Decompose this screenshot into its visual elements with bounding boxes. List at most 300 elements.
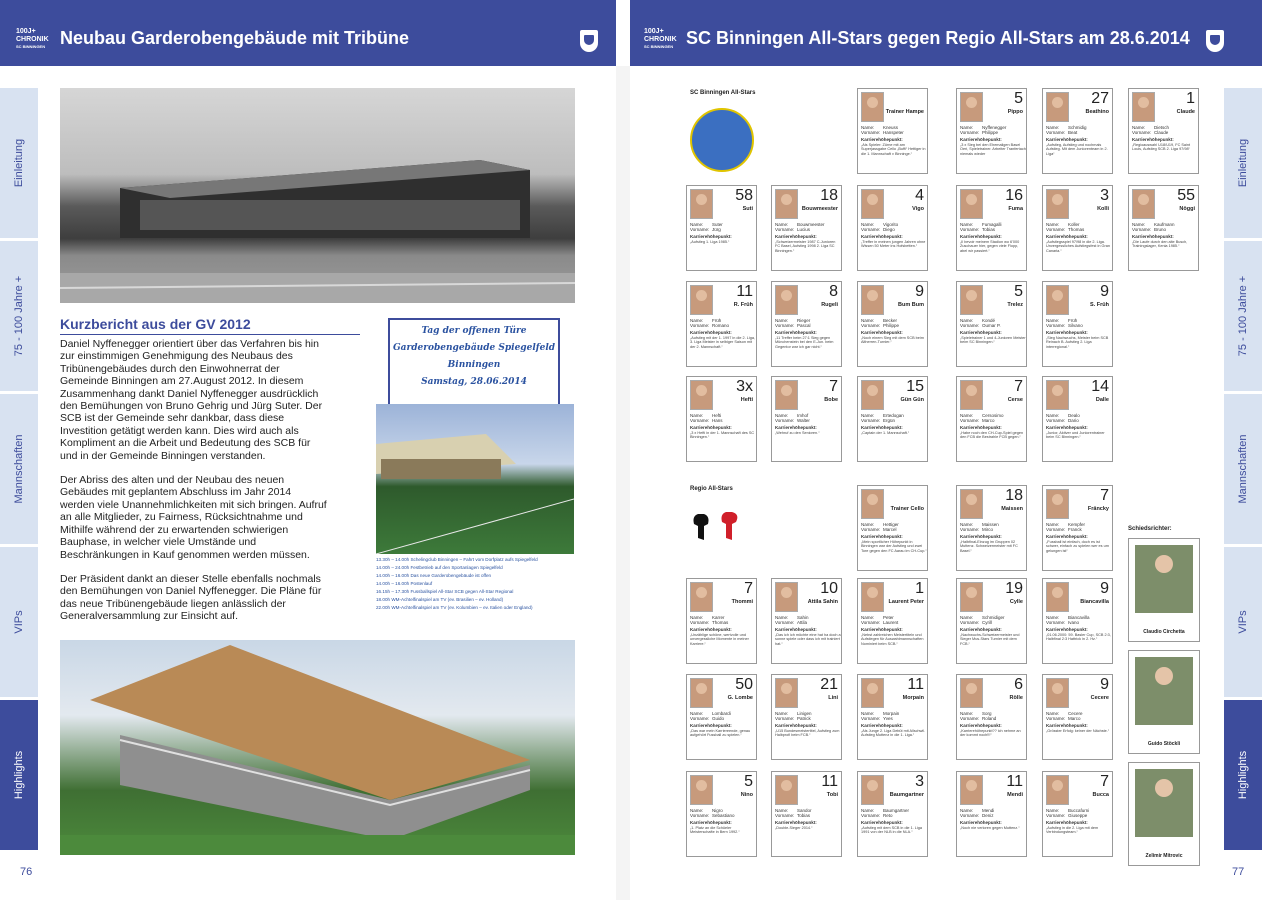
career-highlight: „Als Spieler: Zürne mit am Superjassgabe Cello „Buffi“ Hettiger in die 1. Mannschaft v Binninge.“ [861,142,926,157]
career-highlight: „Aufstiegsspiel 97/98 in die 2. Liga. Unvergessliches Aufstiegsfest in Gran Canaria.“ [1046,239,1110,254]
player-firstname: Cyrill [982,620,992,626]
player-number: 5 [1014,283,1023,300]
player-card [956,281,1027,367]
player-firstname: Bruno [1154,227,1167,233]
career-highlight: „Schweizermeister 1987 C-Junioren FC Basel, Aufstieg 1998 2. Liga SC Binningen.“ [775,239,836,254]
schedule-row: 14.00h – 16.00h Das neue Garderobengebäude ist offen [376,573,492,578]
player-photo [775,582,798,612]
referee-name: Claudio Circhetta [1143,629,1185,635]
firstname-label: Vorname: [1046,620,1066,626]
career-label: Karrierehöhepunkt: [775,819,817,825]
player-firstname-row [1046,323,1112,328]
player-surname: Früh [712,318,722,323]
player-photo [775,775,798,805]
player-details [1046,318,1112,350]
player-card [1128,185,1199,271]
career-highlight: „Aufstieg in die 2. Liga mit dem Verbindungsteam.“ [1046,825,1099,835]
player-firstname-row [775,620,841,625]
old-grandstand-photo [60,88,575,303]
player-number: 3x [736,378,753,395]
firstname-label: Vorname: [960,130,980,136]
player-photo [690,285,713,315]
name-label: Name: [861,808,875,813]
player-number: 9 [1100,676,1109,693]
name-label: Name: [1046,413,1060,418]
player-number: 15 [906,378,924,395]
name-label: Name: [690,222,704,227]
player-number: 5 [744,773,753,790]
name-label: Name: [1132,125,1146,130]
name-label: Name: [1046,711,1060,716]
player-details [861,808,927,835]
player-details [1046,413,1112,440]
career-label: Karrierehöhepunkt: [690,722,732,728]
name-label: Name: [861,318,875,323]
player-firstname: Laurent [883,620,899,626]
firstname-label: Vorname: [960,813,980,819]
name-label: Name: [861,522,875,527]
player-firstname-row [775,227,841,232]
player-details [775,413,841,435]
scb-crest-icon [690,108,754,172]
player-photo [861,92,884,122]
player-card [771,281,842,367]
firstname-label: Vorname: [690,813,710,819]
player-card [771,674,842,760]
career-label: Karrierehöhepunkt: [690,329,732,335]
player-firstname-row [960,418,1026,423]
career-label: Karrierehöhepunkt: [960,626,1002,632]
name-label: Name: [861,615,875,620]
player-number: 7 [744,580,753,597]
player-details [861,522,927,554]
player-details [775,318,841,350]
career-highlight: „Noch einem Sieg mit dem SCB beim Altherren-Turnier.“ [861,335,924,345]
player-details [775,808,841,830]
player-firstname-row [960,620,1026,625]
player-photo [775,285,798,315]
player-photo [861,678,884,708]
name-label: Name: [861,222,875,227]
career-highlight: „Fussball ist einfach, doch es ist schwer, einfach zu spielen wer es um gelungen ist“ [1046,539,1109,554]
poster-line: Samstag, 28.06.2014 [421,377,527,387]
career-label: Karrierehöhepunkt: [1046,233,1088,239]
player-photo [1046,380,1069,410]
name-label: Name: [775,808,789,813]
player-surname: Baumgartner [883,808,910,813]
player-card [686,376,757,462]
player-card [857,578,928,664]
player-card [857,485,928,571]
player-card [1042,578,1113,664]
career-label: Karrierehöhepunkt: [1046,626,1088,632]
player-firstname: Oumar P. [982,323,1001,329]
player-firstname: Tobias [982,227,996,233]
player-firstname-row [1046,716,1112,721]
career-highlight: „Sieg Nachwuchs, Meister beim SCB Reinach B. Aufstieg 2. Liga interregional.“ [1046,335,1109,350]
player-details [690,222,756,244]
tab-einleitung[interactable] [1224,88,1262,238]
career-highlight: „Habe noch den CH-Cup-Spiel gegen den FCB die Bestrahle FCB gegen.“ [960,430,1024,440]
name-label: Name: [960,808,974,813]
player-card [771,771,842,857]
career-highlight: „Unzählige schöne, wertvolle und unvergessliche Momente in meiner Karriere.“ [690,632,749,647]
career-label: Karrierehöhepunkt: [861,533,903,539]
schedule-row: 14.00h – 16.00h Postenlauf [376,581,433,586]
referee-card [1128,762,1200,866]
player-firstname-row [861,813,927,818]
firstname-label: Vorname: [690,323,710,329]
player-details [1046,222,1112,254]
tab-vips[interactable] [0,547,38,697]
player-surname: Maissen [982,522,999,527]
name-label: Name: [1046,615,1060,620]
player-nickname: Kolli [1097,206,1109,212]
player-number: 6 [1014,676,1023,693]
player-nickname: Hefti [740,397,753,403]
player-surname: Früh [1068,318,1078,323]
player-surname: Bouwmeester [797,222,825,227]
firstname-label: Vorname: [1046,227,1066,233]
player-card [686,771,757,857]
player-nickname: Dalle [1095,397,1109,403]
career-label: Karrierehöhepunkt: [1132,136,1174,142]
player-surname: Morpain [883,711,900,716]
player-number: 16 [1005,187,1023,204]
player-card [1042,185,1113,271]
name-label: Name: [1046,222,1060,227]
player-card [956,674,1027,760]
firstname-label: Vorname: [775,323,795,329]
firstname-label: Vorname: [1046,323,1066,329]
firstname-label: Vorname: [1046,716,1066,722]
player-number: 11 [907,676,924,693]
player-card [686,185,757,271]
logo-line: CHRONIK [644,36,677,43]
page-title: SC Binningen All-Stars gegen Regio All-Stars am 28.6.2014 [686,28,1190,48]
player-number: 9 [915,283,924,300]
player-surname: Kneuss [883,125,899,130]
player-firstname: Franck [1068,527,1082,533]
name-label: Name: [960,413,974,418]
career-highlight: „Das ich ich möchte eine hat ha doch a sonne spiele oder dass ich mit trainiert hat.“ [775,632,841,647]
career-highlight: „Regioauswahl U18/U19, FC Saint Louis, Aufstieg SCB 2. Liga 97/98“ [1132,142,1191,152]
player-nickname: Mendi [1007,792,1023,798]
referees-heading: Schiedsrichter: [1128,526,1172,532]
name-label: Name: [960,711,974,716]
player-firstname: Attila [797,620,808,626]
tab-75-100-jahre[interactable] [0,241,38,391]
player-card [686,578,757,664]
player-number: 7 [1100,487,1109,504]
player-firstname: Lucius [797,227,811,233]
old-grandstand-drawing [60,88,575,303]
player-firstname-row [861,323,927,328]
player-firstname: Pascal [797,323,811,329]
tab-highlights[interactable] [0,700,38,850]
tab-label: Einleitung [1237,138,1249,188]
referee-photo [1135,657,1193,725]
player-firstname-row [1046,620,1112,625]
player-details [690,615,756,647]
firstname-label: Vorname: [775,418,795,424]
player-surname: Hettiger [883,522,899,527]
player-firstname-row [861,418,927,423]
player-photo [1046,92,1069,122]
player-number: 18 [1005,487,1023,504]
player-firstname: Claude [1154,130,1169,136]
career-label: Karrierehöhepunkt: [960,424,1002,430]
player-surname: Imhof [797,413,809,418]
player-details [960,522,1026,554]
player-photo [960,92,983,122]
player-surname: Suter [712,222,723,227]
player-surname: Cecere [1068,711,1083,716]
player-surname: Karrer [712,615,725,620]
player-surname: Rieger [797,318,811,323]
firstname-label: Vorname: [775,716,795,722]
player-card [1042,281,1113,367]
player-number: 14 [1091,378,1109,395]
player-firstname: Yves [883,716,893,722]
career-label: Karrierehöhepunkt: [1046,533,1088,539]
tab-mannschaften[interactable] [1224,394,1262,544]
player-surname: Linigen [797,711,812,716]
player-details [861,615,927,647]
player-details [775,615,841,647]
career-highlight: „Aufstieg 1. Liga 1985.“ [690,239,730,244]
career-label: Karrierehöhepunkt: [861,819,903,825]
player-card [956,88,1027,174]
career-highlight: „Spieletrainer 1 und 4-Junioren Meister beim SC Binningen.“ [960,335,1026,345]
name-label: Name: [1046,522,1060,527]
player-nickname: Fuma [1008,206,1023,212]
player-nickname: Cerse [1007,397,1023,403]
event-schedule [376,556,574,612]
chronik-logo [644,28,677,49]
player-number: 21 [820,676,838,693]
career-highlight: „Captain der 1. Mannschaft.“ [861,430,910,435]
career-label: Karrierehöhepunkt: [775,626,817,632]
player-card [771,376,842,462]
career-label: Karrierehöhepunkt: [775,424,817,430]
tab-mannschaften[interactable] [0,394,38,544]
career-highlight: „Das war mein Karriereende, genau aufgehört Fussball zu spielen.“ [690,728,751,738]
career-highlight: „Die Laufe durch den alte Busch, Trainingslager, Kenia 1985.“ [1132,239,1188,249]
career-label: Karrierehöhepunkt: [1046,136,1088,142]
player-surname: Schmidig [1068,125,1087,130]
player-surname: Dietsch [1154,125,1170,130]
player-firstname-row [1046,130,1112,135]
player-card [1042,376,1113,462]
player-nickname: Bouwmeester [801,206,838,212]
new-grandstand-photo [60,640,575,855]
player-nickname: Rölle [1009,695,1023,701]
player-surname: Kondé [982,318,996,323]
player-photo [690,189,713,219]
firstname-label: Vorname: [960,716,980,722]
player-card [857,88,928,174]
player-card [1128,88,1199,174]
player-number: 8 [829,283,838,300]
tab-label: VIPs [1237,610,1249,634]
tab-label: Highlights [13,750,25,800]
name-label: Name: [690,808,704,813]
firstname-label: Vorname: [861,527,881,533]
player-surname: Nyffenegger [982,125,1007,130]
player-card [857,674,928,760]
player-photo [690,380,713,410]
poster-line: Tag der offenen Türe [421,326,527,336]
player-photo [775,189,798,219]
player-number: 1 [1186,90,1195,107]
name-label: Name: [1132,222,1146,227]
player-photo [1046,582,1069,612]
player-surname: Cersosimo [982,413,1004,418]
player-firstname: Walter [797,418,810,424]
player-photo [690,582,713,612]
player-card [771,185,842,271]
tab-einleitung[interactable] [0,88,38,238]
chronik-logo [16,28,49,49]
firstname-label: Vorname: [775,813,795,819]
career-label: Karrierehöhepunkt: [1046,722,1088,728]
heading-rule [60,334,360,335]
schedule-row: 13.30h – 14.00h Schelingclub Binningen – Fahrt vom Dorfplatz aufs Spiegelfeld [376,557,538,562]
career-label: Karrierehöhepunkt: [1046,819,1088,825]
player-surname: Nigro [712,808,723,813]
player-surname: Sandor [797,808,812,813]
player-photo [960,380,983,410]
career-highlight: „Nebst zahlreichen Meistertiteln und Aufstiegen für Auswahlmannschaften Nominiert beim SCB.“ [861,632,924,647]
firstname-label: Vorname: [861,813,881,819]
player-number: 1 [915,580,924,597]
player-firstname: Giuseppe [1068,813,1088,819]
referee-name: Guido Stöckli [1147,741,1181,747]
player-details [1132,125,1198,152]
name-label: Name: [861,413,875,418]
name-label: Name: [775,222,789,227]
schedule-row: 22.00h WM-Achtelfinalspiel am TV (ev. Kolumbien – ev. Italien oder England) [376,605,533,610]
player-number: 7 [1014,378,1023,395]
firstname-label: Vorname: [960,418,980,424]
player-firstname: Tobias [797,813,811,819]
player-number: 3 [915,773,924,790]
tab-vips[interactable] [1224,547,1262,697]
player-photo [1046,489,1069,519]
career-label: Karrierehöhepunkt: [861,233,903,239]
player-surname: Peter [883,615,894,620]
schedule-row: 16.15h – 17.30h Fussballspiel All-Star SCB gegen All-Star Regional [376,589,514,594]
career-highlight: „Double-Sieger 2014.“ [775,825,813,830]
career-label: Karrierehöhepunkt: [960,533,1002,539]
name-label: Name: [1046,808,1060,813]
referee-name: Zelimir Mitrovic [1145,853,1183,859]
player-card [1042,771,1113,857]
career-label: Karrierehöhepunkt: [861,329,903,335]
player-photo [690,775,713,805]
player-firstname: Guido [712,716,725,722]
player-details [960,222,1026,254]
player-card [956,578,1027,664]
player-photo [1046,285,1069,315]
player-firstname: Romano [712,323,730,329]
career-highlight: „Halbfinal-Einzug im Gruppen 02 Muttenz. Schweizermeister mit FC Basel.“ [960,539,1018,554]
firstname-label: Vorname: [861,716,881,722]
report-paragraph: Der Abriss des alten und der Neubau des neuen Gebäudes mit geplantem Abschluss im Jahr 2014 werden viele Unannehmlichkeiten mit sich bringen. Aufruf an alle Mitglieder, zu Fairness, Rücksichtnahme und Mithilfe während der zu erwartenden schwierigen Bauphase, in welcher viele Umstände und Beschränkungen in Kauf genommen werden müssen. [60,474,327,561]
player-firstname-row [690,813,756,818]
page-gutter [616,66,630,900]
career-label: Karrierehöhepunkt: [1046,424,1088,430]
career-highlight: „Aufstieg mit dem SCB in die 1. Liga 1991 von der NLB in die NLA.“ [861,825,922,835]
player-details [690,413,756,440]
player-photo [960,678,983,708]
player-firstname: Sebastiano [712,813,735,819]
career-label: Karrierehöhepunkt: [861,626,903,632]
player-photo [775,380,798,410]
tab-highlights[interactable] [1224,700,1262,850]
career-label: Karrierehöhepunkt: [960,329,1002,335]
player-surname: Sorg [982,711,992,716]
player-card [771,578,842,664]
player-photo [960,489,983,519]
player-surname: Schmidiger [982,615,1005,620]
career-highlight: „Wehruf zu den Senioren.“ [775,430,820,435]
player-photo [960,285,983,315]
player-photo [960,189,983,219]
player-nickname: Trainer Hampe [885,109,924,115]
player-details [861,222,927,249]
player-surname: Ertedogan [883,413,904,418]
referee-photo [1135,769,1193,837]
player-details [690,711,756,738]
player-nickname: Lini [828,695,838,701]
player-nickname: Nino [740,792,753,798]
player-details [1046,711,1112,733]
player-number: 27 [1091,90,1109,107]
firstname-label: Vorname: [861,227,881,233]
player-number: 10 [820,580,838,597]
tab-label: VIPs [13,610,25,634]
logo-line: 100J+ [644,28,664,35]
player-details [960,615,1026,647]
player-nickname: Tobi [826,792,838,798]
career-label: Karrierehöhepunkt: [960,233,1002,239]
player-surname: Sahin [797,615,809,620]
referee-photo [1135,545,1193,613]
player-photo [861,189,884,219]
player-number: 9 [1100,283,1109,300]
player-firstname: Thomas [712,620,729,626]
player-details [960,711,1026,738]
player-nickname: Claude [1176,109,1195,115]
player-firstname-row [861,620,927,625]
tab-label: 75 - 100 Jahre + [1237,275,1249,357]
player-card [686,674,757,760]
tab-75-100-jahre[interactable] [1224,241,1262,391]
career-label: Karrierehöhepunkt: [1046,329,1088,335]
firstname-label: Vorname: [861,620,881,626]
name-label: Name: [690,413,704,418]
player-firstname: Thomas [1068,227,1085,233]
firstname-label: Vorname: [960,527,980,533]
career-highlight: „Noch nie verloren gegen Muttenz.“ [960,825,1020,830]
career-label: Karrierehöhepunkt: [960,722,1002,728]
player-nickname: Morpain [902,695,924,701]
player-details [861,318,927,345]
name-label: Name: [775,413,789,418]
career-label: Karrierehöhepunkt: [775,329,817,335]
